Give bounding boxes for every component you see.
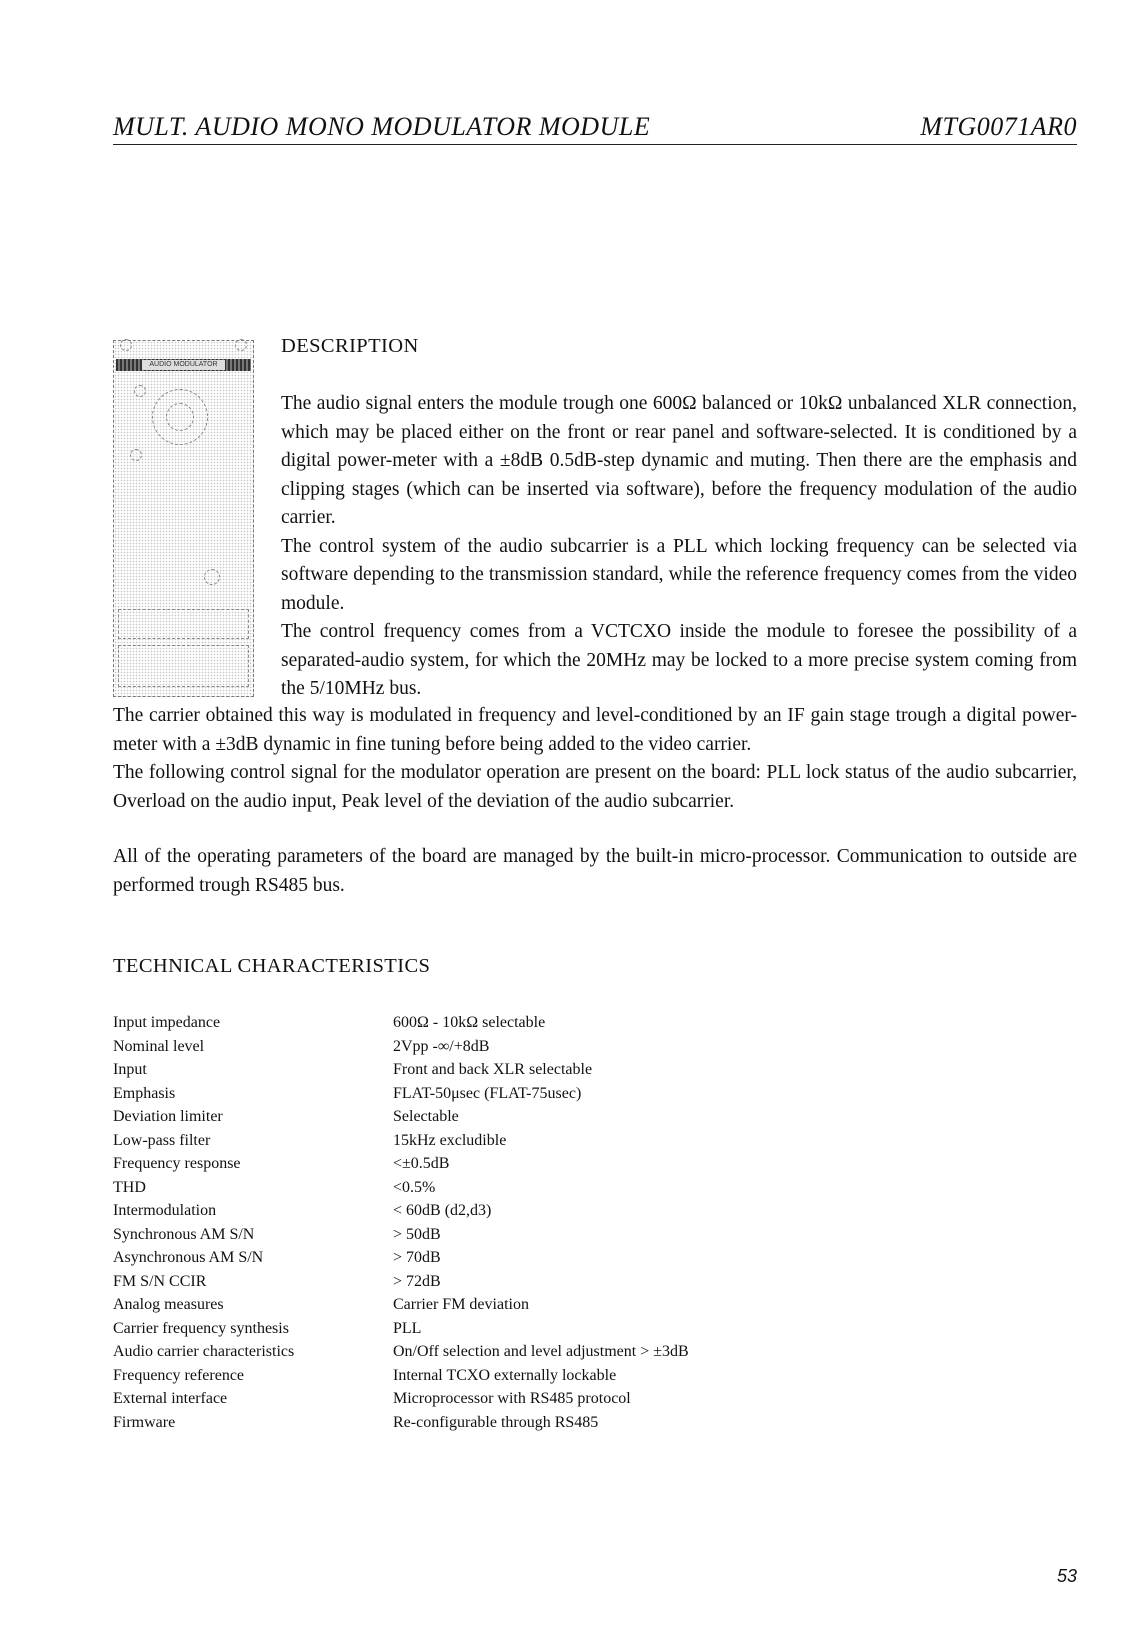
spec-row [113, 1176, 913, 1200]
panel-top-left-screw [120, 339, 132, 351]
spec-label: Input [113, 1061, 147, 1078]
spec-label: Carrier frequency synthesis [113, 1319, 289, 1337]
spec-value: 600Ω - 10kΩ selectable [393, 1014, 546, 1031]
panel-led-lower [130, 449, 142, 461]
spec-label: Audio carrier characteristics [113, 1343, 295, 1360]
spec-label: Synchronous AM S/N [113, 1225, 255, 1243]
spec-value: Internal TCXO externally lockable [393, 1366, 617, 1384]
panel-trimmer [204, 569, 220, 585]
panel-bottom-slot [118, 645, 249, 687]
description-paragraph: The carrier obtained this way is modulated in frequency and level-conditioned by an IF gain stage trough a digital power-meter with a ±3dB dynamic in fine tuning before being added to the video carrier. [113, 705, 1077, 755]
page-number: 53 [1056, 1566, 1077, 1586]
spec-label: Nominal level [113, 1037, 205, 1055]
spec-value: < 60dB (d2,d3) [393, 1202, 492, 1219]
spec-row [113, 1270, 913, 1294]
spec-row [113, 1246, 913, 1270]
spec-row [113, 1364, 913, 1388]
description-full-block [113, 702, 1077, 816]
panel-xlr-inner [166, 403, 194, 431]
spec-row [113, 1223, 913, 1247]
description-paragraph: The control system of the audio subcarrier is a PLL which locking frequency can be selected via software depending to the transmission standard, while the reference frequency comes from the video module. [281, 535, 1077, 614]
spec-value: Carrier FM deviation [393, 1296, 529, 1313]
spec-value: <0.5% [393, 1178, 436, 1196]
description-paragraph: The control frequency comes from a VCTCXO inside the module to foresee the possibility of a separated-audio system, for which the 20MHz may be locked to a more precise system coming from the 5/10MHz bus. [281, 621, 1077, 699]
panel-top-right-screw [235, 339, 247, 351]
spec-value: Front and back XLR selectable [393, 1061, 593, 1078]
spec-row [113, 1105, 913, 1129]
panel-lower-slot [118, 609, 249, 639]
spec-label: Input impedance [113, 1014, 221, 1031]
spec-row [113, 1199, 913, 1223]
document-title: MULT. AUDIO MONO MODULATOR MODULE [113, 112, 651, 141]
panel-led-left [134, 385, 146, 397]
spec-row [113, 1317, 913, 1341]
spec-label: Analog measures [113, 1296, 224, 1313]
technical-characteristics-heading: TECHNICAL CHARACTERISTICS [113, 955, 431, 977]
spec-row [113, 1129, 913, 1153]
spec-value: PLL [393, 1319, 422, 1337]
spec-value: FLAT-50μsec (FLAT-75usec) [393, 1084, 582, 1102]
spec-row [113, 1387, 913, 1411]
document-code: MTG0071AR0 [920, 112, 1077, 141]
panel-band-label: AUDIO MODULATOR [142, 360, 225, 370]
spec-value: 2Vpp -∞/+8dB [393, 1037, 490, 1055]
description-paragraph: All of the operating parameters of the board are managed by the built-in micro-processor. Communication to outside are performed trough RS485 bus. [113, 846, 1077, 896]
technical-specs-table [113, 1011, 913, 1434]
spec-label: THD [113, 1178, 146, 1196]
spec-label: Frequency reference [113, 1366, 245, 1384]
spec-label: External interface [113, 1390, 228, 1407]
spec-label: Low-pass filter [113, 1131, 211, 1149]
spec-value: On/Off selection and level adjustment > ±3dB [393, 1343, 689, 1360]
spec-value: > 72dB [393, 1272, 441, 1290]
spec-value: Selectable [393, 1108, 459, 1125]
spec-value: Microprocessor with RS485 protocol [393, 1390, 631, 1407]
page-header [113, 110, 1077, 145]
spec-value: > 50dB [393, 1225, 441, 1243]
spec-value: Re-configurable through RS485 [393, 1413, 599, 1431]
spec-label: Intermodulation [113, 1202, 217, 1219]
description-paragraph: The following control signal for the modulator operation are present on the board: PLL lock status of the audio subcarrier, Overload on the audio input, Peak level of the deviation of the audio subcarrier. [113, 762, 1077, 812]
spec-row [113, 1035, 913, 1059]
spec-label: Frequency response [113, 1155, 241, 1172]
spec-label: FM S/N CCIR [113, 1272, 207, 1290]
spec-row [113, 1152, 913, 1176]
spec-row [113, 1411, 913, 1435]
spec-value: 15kHz excludible [393, 1131, 507, 1149]
spec-row [113, 1340, 913, 1364]
description-communication-paragraph [113, 843, 1077, 900]
description-indented-block [281, 390, 1077, 704]
module-front-panel-image [113, 340, 254, 697]
spec-value: <±0.5dB [393, 1155, 450, 1172]
spec-label: Firmware [113, 1413, 176, 1431]
panel-label-band [116, 359, 251, 371]
description-heading: DESCRIPTION [281, 335, 419, 357]
spec-label: Emphasis [113, 1084, 176, 1102]
spec-value: > 70dB [393, 1249, 441, 1266]
description-paragraph: The audio signal enters the module trough one 600Ω balanced or 10kΩ unbalanced XLR connection, which may be placed either on the front or rear panel and software-selected. It is conditioned by a digital power-meter with a ±8dB 0.5dB-step dynamic and muting. Then there are the emphasis and clipping stages (which can be inserted via software), before the frequency modulation of the audio carrier. [281, 393, 1077, 528]
spec-row [113, 1082, 913, 1106]
spec-label: Deviation limiter [113, 1108, 223, 1125]
spec-row [113, 1293, 913, 1317]
spec-row [113, 1011, 913, 1035]
spec-label: Asynchronous AM S/N [113, 1249, 264, 1266]
spec-row [113, 1058, 913, 1082]
